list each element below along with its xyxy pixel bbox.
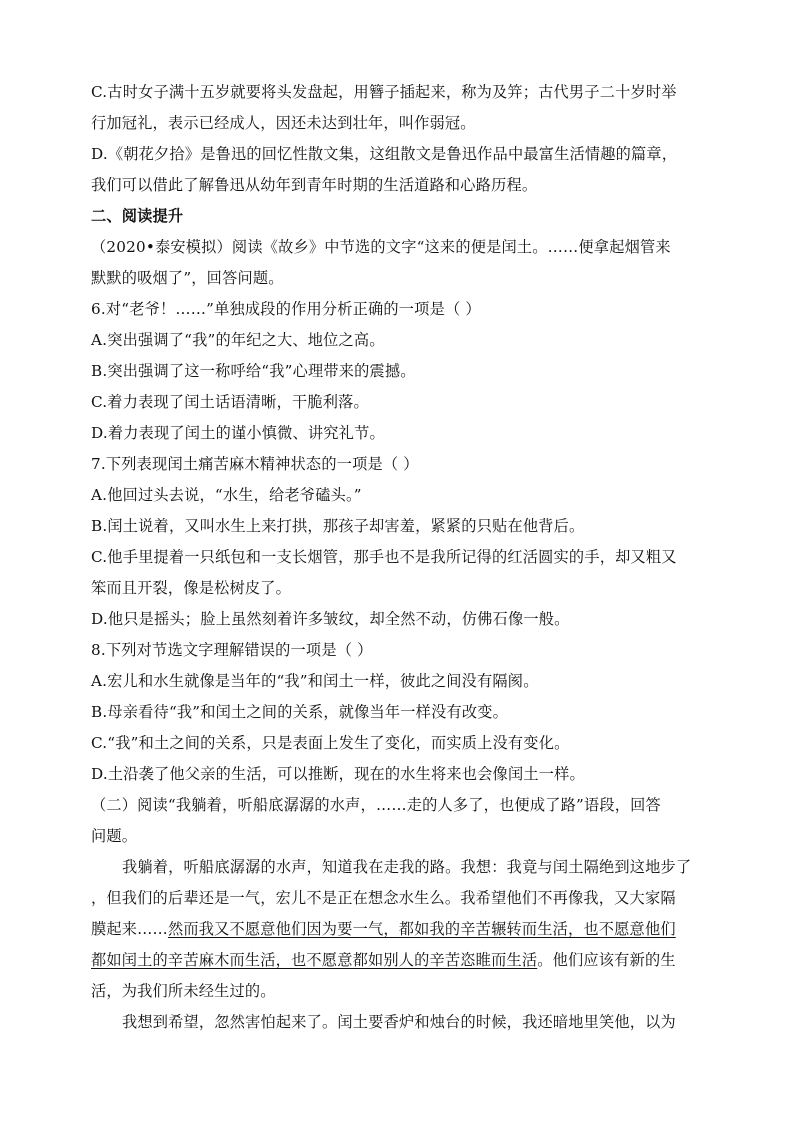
question-6-stem: 6.对“老爷！……”单独成段的作用分析正确的一项是（ ）: [91, 300, 481, 318]
passage-p1-line-5: 活，为我们所未经生过的。: [91, 982, 276, 1000]
option-c-prev-line-2: 行加冠礼，表示已经成人，因还未达到壮年，叫作弱冠。: [91, 114, 476, 132]
option-d-prev-line-1: D.《朝花夕拾》是鲁迅的回忆性散文集，这组散文是鲁迅作品中最富生活情趣的篇章，: [91, 145, 678, 163]
passage-p1-line-1: 我躺着，听船底潺潺的水声，知道我在走我的路。我想：我竟与闰土隔绝到这地步了: [122, 858, 692, 876]
question-8-option-a: A.宏儿和水生就像是当年的“我”和闰土一样，彼此之间没有隔阂。: [91, 672, 539, 690]
intro-line-1: （2020•泰安模拟）阅读《故乡》中节选的文字“这来的便是闰土。……便拿起烟管来: [91, 238, 671, 256]
passage-p2-line-1: 我想到希望，忽然害怕起来了。闰土要香炉和烛台的时候，我还暗地里笑他，以为: [122, 1013, 676, 1031]
question-7-option-d: D.他只是摇头；脸上虽然刻着许多皱纹，却全然不动，仿佛石像一般。: [91, 610, 570, 628]
question-7-option-b: B.闰土说着，又叫水生上来打拱，那孩子却害羞，紧紧的只贴在他背后。: [91, 517, 585, 535]
option-c-prev-line-1: C.古时女子满十五岁就要将头发盘起，用簪子插起来，称为及笄；古代男子二十岁时举: [91, 83, 677, 101]
question-8-option-c: C.“我”和土之间的关系，只是表面上发生了变化，而实质上没有变化。: [91, 734, 570, 752]
passage-p1-line-2: ，但我们的后辈还是一气，宏儿不是正在想念水生么。我希望他们不再像我，又大家隔: [91, 889, 676, 907]
section-title: 二、阅读提升: [91, 207, 184, 225]
question-8-option-d: D.土沿袭了他父亲的生活，可以推断，现在的水生将来也会像闰土一样。: [91, 765, 585, 783]
question-7-option-c-line-2: 笨而且开裂，像是松树皮了。: [91, 579, 292, 597]
question-6-option-b: B.突出强调了这一称呼给“我”心理带来的震撼。: [91, 362, 416, 380]
part-2-instruction-line-1: （二）阅读“我躺着，听船底潺潺的水声，……走的人多了，也便成了路”语段，回答: [91, 796, 661, 814]
intro-line-2: 默默的吸烟了”，回答问题。: [91, 269, 284, 287]
passage-underlined-sentence-part-1: 然而我又不愿意他们因为要一气，都如我的辛苦辗转而生活，也不愿意他们: [167, 920, 676, 938]
part-2-instruction-line-2: 问题。: [91, 827, 138, 845]
passage-p1-line-4-plain: 。他们应该有新的生: [537, 951, 676, 969]
question-8-option-b: B.母亲看待“我”和闰土之间的关系，就像当年一样没有改变。: [91, 703, 509, 721]
question-7-option-a: A.他回过头去说，“水生，给老爷磕头。”: [91, 486, 362, 504]
question-7-option-c-line-1: C.他手里提着一只纸包和一支长烟管，那手也不是我所记得的红活圆实的手，却又粗又: [91, 548, 677, 566]
option-d-prev-line-2: 我们可以借此了解鲁迅从幼年到青年时期的生活道路和心路历程。: [91, 176, 538, 194]
passage-p1-line-3: [91, 919, 676, 939]
passage-p1-line-4: [91, 950, 676, 970]
question-6-option-d: D.着力表现了闰土的谨小慎微、讲究礼节。: [91, 424, 385, 442]
question-6-option-c: C.着力表现了闰土话语清晰，干脆利落。: [91, 393, 369, 411]
passage-underlined-sentence-part-2: 都如闰土的辛苦麻木而生活，也不愿意都如别人的辛苦恣睢而生活: [91, 951, 538, 969]
question-7-stem: 7.下列表现闰土痛苦麻木精神状态的一项是（ ）: [91, 455, 419, 473]
question-6-option-a: A.突出强调了“我”的年纪之大、地位之高。: [91, 331, 385, 349]
passage-p1-line-3-plain: 膜起来……: [91, 920, 168, 938]
question-8-stem: 8.下列对节选文字理解错误的一项是（ ）: [91, 641, 373, 659]
